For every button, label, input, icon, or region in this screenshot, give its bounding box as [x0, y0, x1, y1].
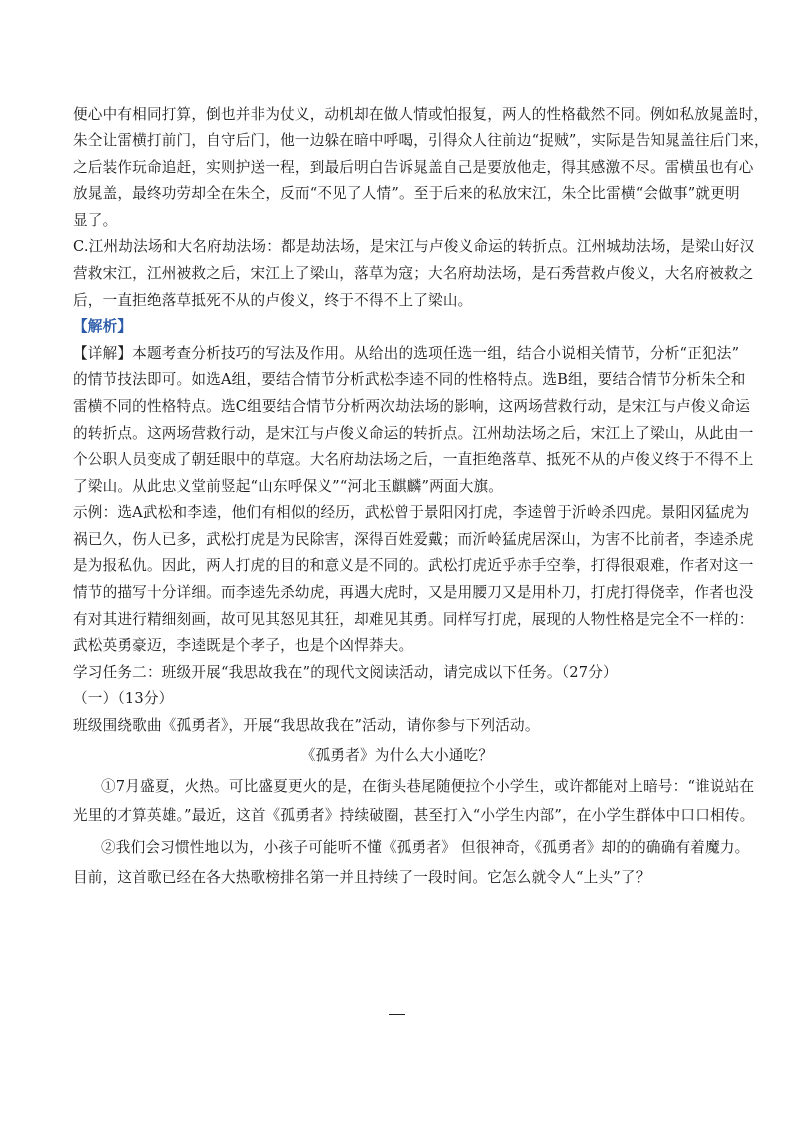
text-line: 便心中有相同打算，倒也并非为仗义，动机却在做人情或怕报复，两人的性格截然不同。例如私放晁盖时， [73, 106, 769, 123]
text-line: 了梁山。从此忠义堂前竖起“山东呼保义”“河北玉麒麟”两面大旗。 [73, 478, 504, 495]
text-line: 后，一直拒绝落草抵死不从的卢俊义，终于不得不上了梁山。 [73, 292, 473, 309]
article-title: 《孤勇者》为什么大小通吃？ [300, 747, 494, 764]
text-line: 是为报私仇。因此，两人打虎的目的和意义是不同的。武松打虎近乎赤手空拳，打得很艰难，作者对这一 [73, 557, 754, 574]
analysis-heading: 【解析】 [73, 318, 133, 335]
text-line: 雷横不同的性格特点。选C组要结合情节分析两次劫法场的影响，这两场营救行动，是宋江与卢俊义命运 [73, 398, 751, 415]
text-line: 情节的描写十分详细。而李逵先杀幼虎，再遇大虎时，又是用腰刀又是用朴刀，打虎打得侥幸，作者也没 [73, 584, 754, 601]
section-heading: （一）（13分） [73, 690, 174, 707]
text-line: 示例：选A武松和李逵，他们有相似的经历，武松曾于景阳冈打虎，李逵曾于沂岭杀四虎。景阳冈猛虎为 [73, 504, 750, 521]
article-paragraph-line: 目前，这首歌已经在各大热歌榜排名第一并且持续了一段时间。它怎么就令人“上头”了？ [73, 869, 651, 886]
text-line: 班级围绕歌曲《孤勇者》，开展“我思故我在”活动，请你参与下列活动。 [73, 717, 540, 734]
text-line: C.江州劫法场和大名府劫法场：都是劫法场，是宋江与卢俊义命运的转折点。江州城劫法场，是梁山好汉 [73, 238, 755, 255]
text-line: 武松英勇豪迈，李逵既是个孝子，也是个凶悍莽夫。 [73, 637, 414, 654]
text-line: 之后装作玩命追赶，实则护送一程，到最后明白告诉晁盖自己是要放他走，得其感激不尽。雷横虽也有心 [73, 159, 754, 176]
article-paragraph-line: 光里的才算英雄。”最近，这首《孤勇者》持续破圈，甚至打入“小学生内部”，在小学生群体中口口相传。 [73, 807, 755, 824]
text-line: 的情节技法即可。如选A组，要结合情节分析武松李逵不同的性格特点。选B组，要结合情节分析朱仝和 [73, 371, 746, 388]
text-line: 营救宋江，江州被救之后，宋江上了梁山，落草为寇；大名府劫法场，是石秀营救卢俊义，大名府被救之 [73, 265, 754, 282]
page-footer-mark [389, 1014, 405, 1015]
text-line: 朱仝让雷横打前门，自守后门，他一边躲在暗中呼喝，引得众人往前边“捉贼”，实际是告知晁盖往后门来， [73, 132, 769, 149]
text-line: 祸已久，伤人已多，武松打虎是为民除害，深得百姓爱戴；而沂岭猛虎居深山，为害不比前者，李逵杀虎 [73, 531, 754, 548]
text-line: 的转折点。这两场营救行动，是宋江与卢俊义命运的转折点。江州劫法场之后，宋江上了梁山，从此由一 [73, 425, 754, 442]
text-line: 【详解】本题考查分析技巧的写法及作用。从给出的选项任选一组，结合小说相关情节，分析“正犯法” [73, 345, 740, 362]
text-line: 放晁盖，最终功劳却全在朱仝，反而“不见了人情”。至于后来的私放宋江，朱仝比雷横“会做事”就更明 [73, 185, 740, 202]
text-line: 显了。 [73, 212, 118, 229]
task-heading: 学习任务二：班级开展“我思故我在”的现代文阅读活动，请完成以下任务。（27分） [73, 664, 618, 681]
article-paragraph-line: ①7月盛夏，火热。可比盛夏更火的是，在街头巷尾随便拉个小学生，或许都能对上暗号：“谁说站在 [101, 778, 755, 795]
text-line: 个公职人员变成了朝廷眼中的草寇。大名府劫法场之后，一直拒绝落草、抵死不从的卢俊义终于不得不上 [73, 451, 754, 468]
article-paragraph-line: ②我们会习惯性地以为，小孩子可能听不懂《孤勇者》 但很神奇，《孤勇者》却的的确确有着魔力。 [101, 839, 750, 856]
text-line: 有对其进行精细刻画，故可见其怒见其狂，却难见其勇。同样写打虎，展现的人物性格是完全不一样的： [73, 611, 754, 628]
